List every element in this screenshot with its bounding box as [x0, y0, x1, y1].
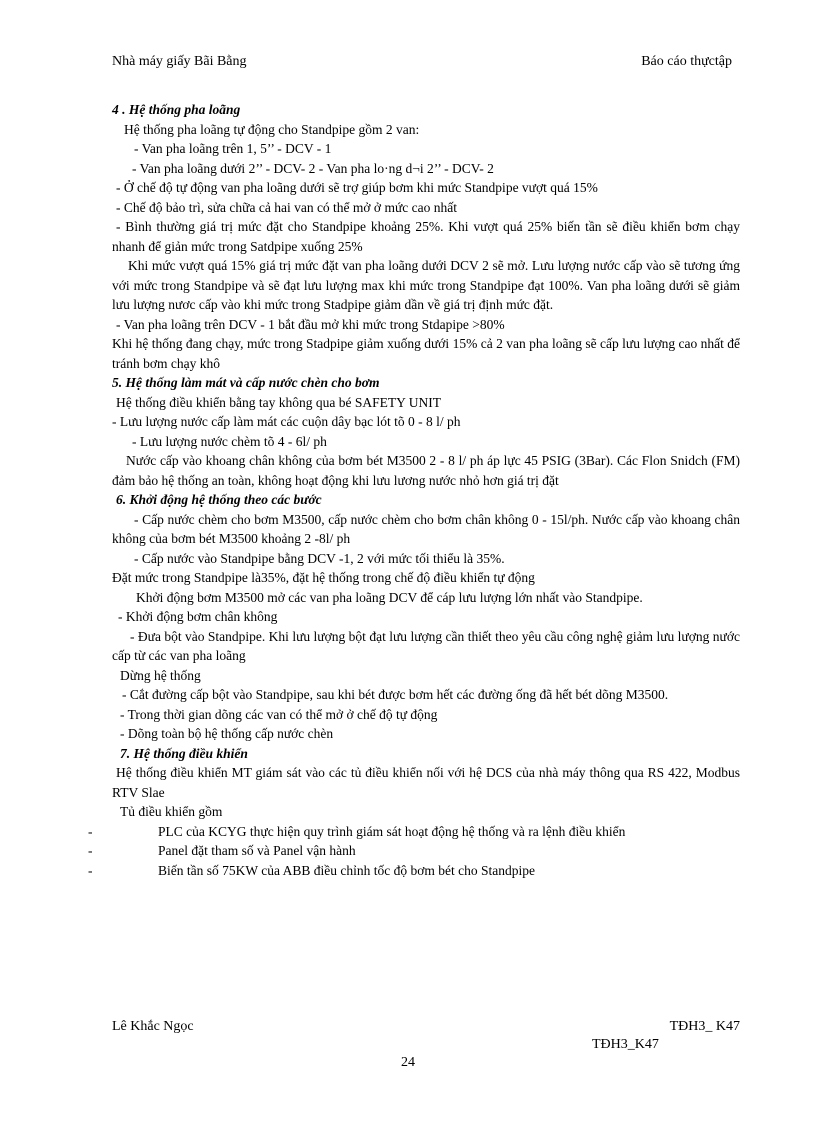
header-left: Nhà máy giấy Bãi Bằng [112, 54, 247, 69]
paragraph: Hệ thống pha loãng tự động cho Standpipe gồm 2 van: [124, 121, 420, 137]
paragraph: - Trong thời gian dõng các van có thể mở ở chế độ tự động [120, 706, 438, 722]
bullet-marker: - [88, 862, 93, 878]
paragraph: Nước cấp vào khoang chân không của bơm bét M3500 2 - 8 l/ ph áp lực 45 PSIG (3Bar). Các Flon Snidch (FM) đảm bảo hệ thống an toàn, không hoạt động khi lưu lương nước nhỏ hơn giá trị đặt [112, 453, 740, 488]
paragraph: Hệ thống điều khiển bằng tay không qua bé SAFETY UNIT [116, 394, 441, 410]
paragraph: - Van pha loãng trên DCV - 1 bắt đầu mở khi mức trong Stdapipe >80% [116, 316, 505, 332]
bullet-text: PLC của KCYG thực hiện quy trình giám sát hoạt động hệ thống và ra lệnh điều khiển [158, 823, 626, 839]
paragraph: - Cấp nước vào Standpipe bằng DCV -1, 2 với mức tối thiểu là 35%. [134, 550, 505, 566]
paragraph: Hệ thống điều khiển MT giám sát vào các tủ điều khiển nối với hệ DCS của nhà máy thông qua RS 422, Modbus RTV Slae [112, 765, 740, 800]
section-heading: 6. Khởi động hệ thống theo các bước [116, 492, 322, 507]
paragraph: - Lưu lượng nước chèm tõ 4 - 6l/ ph [132, 433, 327, 449]
section-heading: 5. Hệ thống làm mát và cấp nước chèn cho bơm [112, 375, 380, 390]
paragraph: - Đưa bột vào Standpipe. Khi lưu lượng bột đạt lưu lượng cần thiết theo yêu cầu công nghệ giảm lưu lượng nước cấp từ các van pha loãng [112, 628, 740, 663]
paragraph: - Van pha loãng trên 1, 5’’ - DCV - 1 [134, 141, 332, 156]
paragraph: - Cấp nước chèm cho bơm M3500, cấp nước chèm cho bơm chân không 0 - 15l/ph. Nước cấp vào khoang chân không của bơm bét M3500 khoảng 2 -8l/ ph [112, 511, 740, 546]
section-heading: 4 . Hệ thống pha loãng [112, 102, 241, 117]
paragraph: Khởi động bơm M3500 mở các van pha loãng DCV để cáp lưu lượng lớn nhất vào Standpipe. [136, 589, 643, 605]
bullet-text: Biến tần số 75KW của ABB điều chỉnh tốc độ bơm bét cho Standpipe [158, 862, 535, 878]
header-right: Báo cáo thựctập [641, 54, 732, 69]
document-body [88, 100, 740, 880]
bullet-item [88, 822, 740, 842]
bullet-item [88, 861, 740, 881]
paragraph: Đặt mức trong Standpipe là35%, đặt hệ thống trong chế độ điều khiển tự động [112, 570, 535, 585]
bullet-marker: - [88, 843, 93, 858]
paragraph: Khi hệ thống đang chạy, mức trong Stadpipe giảm xuống dưới 15% cả 2 van pha loãng sẽ cấp lưu lượng cao nhất để tránh bơm chạy khô [112, 336, 740, 371]
footer-class-2: TĐH3_K47 [592, 1037, 659, 1052]
paragraph: - Lưu lượng nước cấp làm mát các cuộn dây bạc lót tõ 0 - 8 l/ ph [112, 414, 461, 429]
paragraph: - Van pha loãng dưới 2’’ - DCV- 2 - Van pha lo·ng d¬i 2’’ - DCV- 2 [132, 160, 494, 176]
bullet-marker: - [88, 823, 93, 839]
paragraph: - Cắt đường cấp bột vào Standpipe, sau khi bét được bơm hết các đường ống đã hết bét dõng M3500. [122, 687, 669, 702]
paragraph: Khi mức vượt quá 15% giá trị mức đặt van pha loãng dưới DCV 2 sẽ mở. Lưu lượng nước cấp vào sẽ tương ứng với mức trong Standpipe và sẽ đạt lưu lượng max khi mức trong Standpipe đạt 100%. Van pha loãng dưới sẽ giảm lưu lượng nươc cấp vào khi mức trong Stadpipe giảm dần về giá trị định mức đặt. [112, 258, 740, 312]
bullet-item [88, 841, 740, 861]
paragraph: - Bình thường giá trị mức đặt cho Standpipe khoảng 25%. Khi vượt quá 25% biến tần sẽ điều khiển bơm chạy nhanh để giản mức trong Satdpipe xuống 25% [112, 219, 740, 254]
paragraph: Tủ điều khiển gồm [120, 804, 223, 819]
bullet-text: Panel đặt tham số và Panel vận hành [158, 843, 356, 858]
paragraph: - Ở chế độ tự động van pha loãng dưới sẽ trợ giúp bơm khi mức Standpipe vượt quá 15% [116, 180, 598, 195]
paragraph: - Dõng toàn bộ hệ thống cấp nước chèn [120, 726, 334, 741]
paragraph: - Chế độ bảo trì, sửa chữa cả hai van có thể mở ở mức cao nhất [116, 199, 457, 215]
page-number: 24 [401, 1055, 415, 1070]
paragraph: - Khởi động bơm chân không [118, 609, 278, 624]
footer-author: Lê Khắc Ngọc [112, 1019, 194, 1034]
paragraph: Dừng hệ thống [120, 667, 201, 683]
section-heading: 7. Hệ thống điều khiển [120, 745, 248, 761]
footer-class-1: TĐH3_ K47 [669, 1019, 740, 1034]
